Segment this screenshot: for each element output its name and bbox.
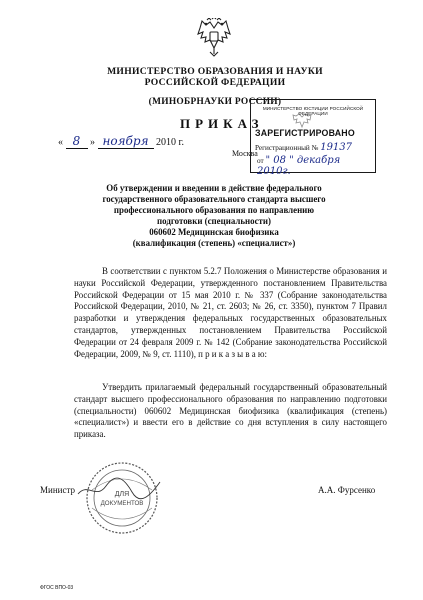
title-line: (квалификация (степень) «специалист») [132,237,296,248]
order-title [100,183,328,248]
title-line: 060602 Медицинская биофизика [149,226,279,237]
date-day: 8 [72,134,81,148]
stamp-number: 19137 [320,142,353,153]
date-close-quote: » [90,137,95,148]
stamp-date-prefix: от [257,157,264,165]
signatory-position: Министр [40,485,75,495]
title-line: подготовки (специальности) [157,215,271,226]
place: Москва [232,149,258,158]
title-line: государственного образовательного стандарта высшего [102,193,326,204]
doc-stamp-line1: ДЛЯ [114,491,130,498]
order-date [58,134,184,149]
state-emblem-icon [196,18,232,58]
date-month: ноября [102,134,149,148]
signature-scribble [74,474,164,504]
registration-stamp [250,99,376,177]
title-line: профессионального образования по направлению [113,204,315,215]
date-open-quote: « [58,137,63,148]
footer-code: ФГОС ВПО-03 [40,585,74,591]
stamp-status: ЗАРЕГИСТРИРОВАНО [255,128,355,138]
paragraph-2-text: Утвердить прилагаемый федеральный государственный образовательный стандарт высшего профессионального образования по направлению подготовки (специальности) 060602 Медицинская биофизика (квалификация (степень) «специалист») и ввести его в действие со дня вступления в силу настоящего приказа. [74,382,387,440]
doc-stamp-line2: ДОКУМЕНТОВ [100,500,144,507]
ministry-name-line1: МИНИСТЕРСТВО ОБРАЗОВАНИЯ И НАУКИ [107,66,323,77]
document-type: ПРИКАЗ [180,116,264,131]
stamp-date: " 08 " декабря 2010г. [257,155,341,177]
stamp-number-label: Регистрационный № [255,144,319,152]
body-paragraph-2 [74,382,387,441]
title-line: Об утверждении и введении в действие федерального [106,183,322,193]
stamp-emblem-icon [291,113,313,129]
ministry-short-name: (МИНОБРНАУКИ РОССИИ) [148,97,282,107]
stamp-date-row [257,155,375,177]
stamp-org: МИНИСТЕРСТВО ЮСТИЦИИ РОССИЙСКОЙ ФЕДЕРАЦИИ [262,106,364,116]
ministry-name-line2: РОССИЙСКОЙ ФЕДЕРАЦИИ [144,77,286,88]
date-year: 2010 г. [156,137,184,148]
stamp-number-row [255,142,352,153]
paragraph-1-text: В соответствии с пунктом 5.2.7 Положения о Министерстве образования и науки Российской Федерации, утвержденного постановлением Правительства Российской Федерации от 15 мая 2010 г. № 337 (Собрание законодательства Российской Федерации, 2010, № 21, ст. 2603; № 26, ст. 3350), пунктом 7 Правил разработки и утверждения федеральных государственных образовательных стандартов, утвержденных постановлением Правительства Российской Федерации от 24 февраля 2009 г. № 142 (Собрание законодательства Российской Федерации, 2009, № 9, ст. 1110), п р и к а з ы в а ю: [74,266,387,359]
body-paragraph-1 [74,266,387,360]
signatory-name: А.А. Фурсенко [318,485,376,495]
